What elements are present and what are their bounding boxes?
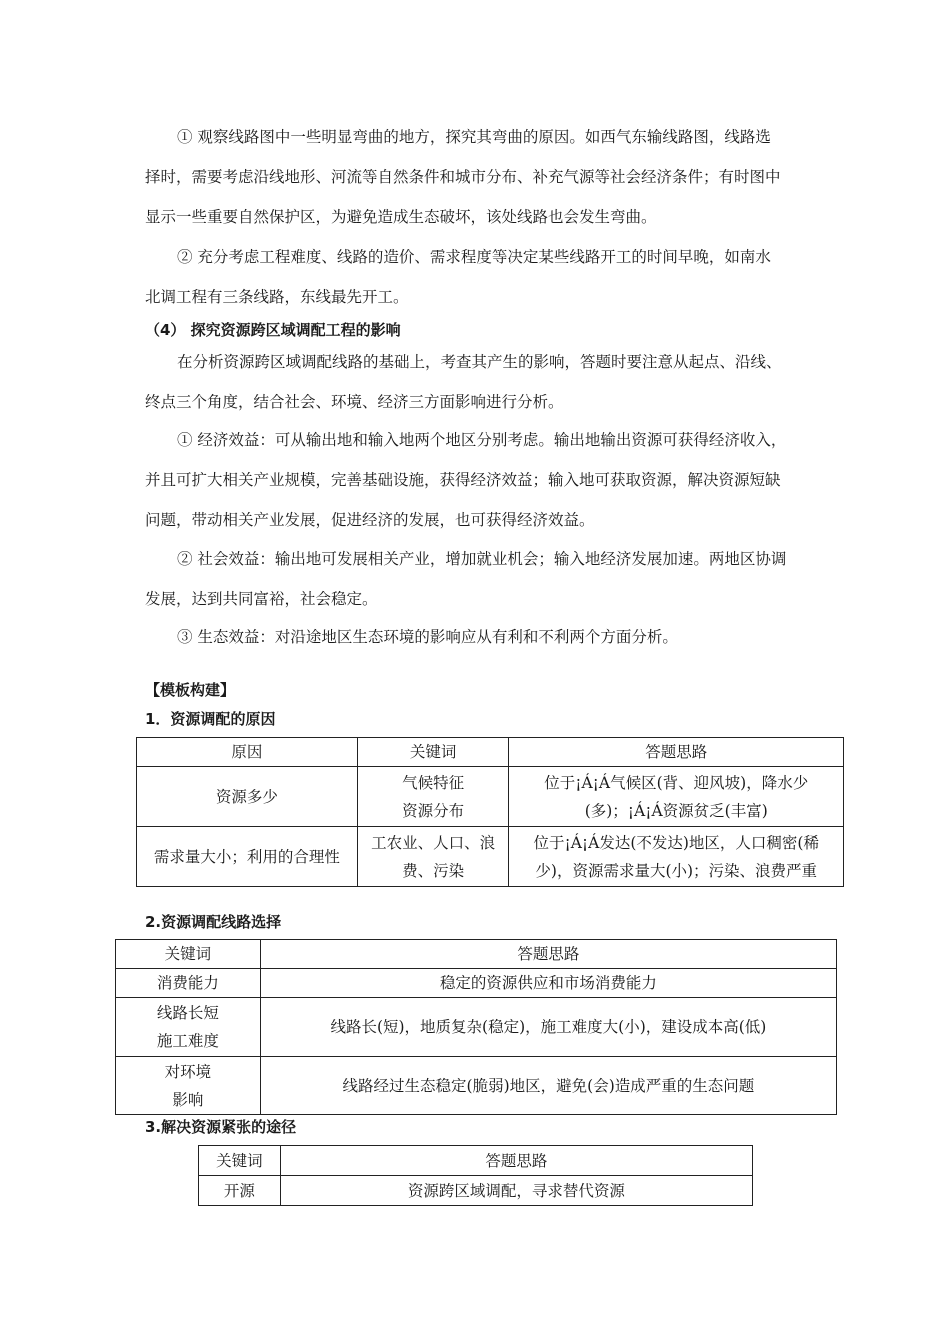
keyword-line: 施工难度: [156, 1032, 219, 1050]
cell-reason: 资源多少: [137, 767, 358, 827]
paragraph-line: 终点三个角度，结合社会、环境、经济三方面影响进行分析。: [145, 393, 564, 411]
cell-keyword: 消费能力: [116, 969, 261, 998]
paragraph-line: ① 经济效益：可从输出地和输入地两个地区分别考虑。输出地输出资源可获得经济收入，: [177, 431, 787, 449]
template-title: 【模板构建】: [145, 681, 236, 699]
paragraph-line: 问题，带动相关产业发展，促进经济的发展，也可获得经济效益。: [145, 511, 595, 529]
paragraph-line: 发展，达到共同富裕，社会稳定。: [145, 590, 378, 608]
solutions-table: [198, 1145, 753, 1206]
paragraph-line: 并且可扩大相关产业规模，完善基础设施，获得经济效益；输入地可获取资源，解决资源短缺: [145, 471, 781, 489]
header-keyword: 关键词: [199, 1146, 281, 1176]
section2-title: 2.资源调配线路选择: [145, 913, 282, 931]
keyword-line: 工农业、人口、浪: [371, 833, 496, 852]
cell-keyword: 开源: [199, 1176, 281, 1206]
cell-answer: 资源跨区域调配，寻求替代资源: [280, 1176, 752, 1206]
route-table: [115, 939, 837, 1115]
section-heading: （4） 探究资源跨区域调配工程的影响: [145, 321, 401, 339]
keyword-line: 气候特征: [402, 773, 465, 792]
cell-answer: [509, 827, 844, 887]
cell-reason: 需求量大小；利用的合理性: [137, 827, 358, 887]
header-keyword: 关键词: [116, 940, 261, 969]
keyword-line: 费、污染: [402, 861, 465, 880]
paragraph-line: ① 观察线路图中一些明显弯曲的地方，探究其弯曲的原因。如西气东输线路图，线路选: [177, 128, 771, 146]
cell-answer: 线路长(短)，地质复杂(稳定)，施工难度大(小)，建设成本高(低): [260, 998, 836, 1057]
header-keyword: 关键词: [357, 738, 509, 767]
paragraph-line: 显示一些重要自然保护区，为避免造成生态破坏，该处线路也会发生弯曲。: [145, 208, 657, 226]
answer-line: 少)，资源需求量大(小)；污染、浪费严重: [535, 861, 818, 880]
keyword-line: 资源分布: [402, 801, 465, 820]
cell-keywords: [357, 827, 509, 887]
paragraph-line: 择时，需要考虑沿线地形、河流等自然条件和城市分布、补充气源等社会经济条件；有时图中: [145, 168, 781, 186]
reasons-table: [136, 737, 844, 887]
header-reason: 原因: [137, 738, 358, 767]
keyword-line: 影响: [172, 1090, 204, 1109]
section3-title: 3.解决资源紧张的途径: [145, 1118, 297, 1136]
keyword-line: 对环境: [164, 1062, 212, 1081]
cell-answer: [509, 767, 844, 827]
cell-keywords: [116, 998, 261, 1057]
section1-title: 1．资源调配的原因: [145, 710, 276, 728]
answer-line: 位于¡Á¡Á气候区(背、迎风坡)，降水少: [544, 773, 809, 792]
cell-answer: 稳定的资源供应和市场消费能力: [260, 969, 836, 998]
header-answer: 答题思路: [509, 738, 844, 767]
paragraph-line: 在分析资源跨区域调配线路的基础上，考查其产生的影响，答题时要注意从起点、沿线、: [177, 353, 782, 371]
keyword-line: 线路长短: [156, 1004, 219, 1022]
paragraph-line: ② 充分考虑工程难度、线路的造价、需求程度等决定某些线路开工的时间早晚，如南水: [177, 248, 771, 266]
paragraph-line: ③ 生态效益：对沿途地区生态环境的影响应从有利和不利两个方面分析。: [177, 628, 678, 646]
cell-keywords: [116, 1057, 261, 1115]
answer-line: 位于¡Á¡Á发达(不发达)地区，人口稠密(稀: [533, 833, 819, 852]
cell-keywords: [357, 767, 509, 827]
header-answer: 答题思路: [260, 940, 836, 969]
paragraph-line: ② 社会效益：输出地可发展相关产业，增加就业机会；输入地经济发展加速。两地区协调: [177, 550, 787, 568]
cell-answer: 线路经过生态稳定(脆弱)地区，避免(会)造成严重的生态问题: [260, 1057, 836, 1115]
paragraph-line: 北调工程有三条线路，东线最先开工。: [145, 288, 409, 306]
answer-line: (多)；¡Á¡Á资源贫乏(丰富): [584, 801, 768, 820]
header-answer: 答题思路: [280, 1146, 752, 1176]
